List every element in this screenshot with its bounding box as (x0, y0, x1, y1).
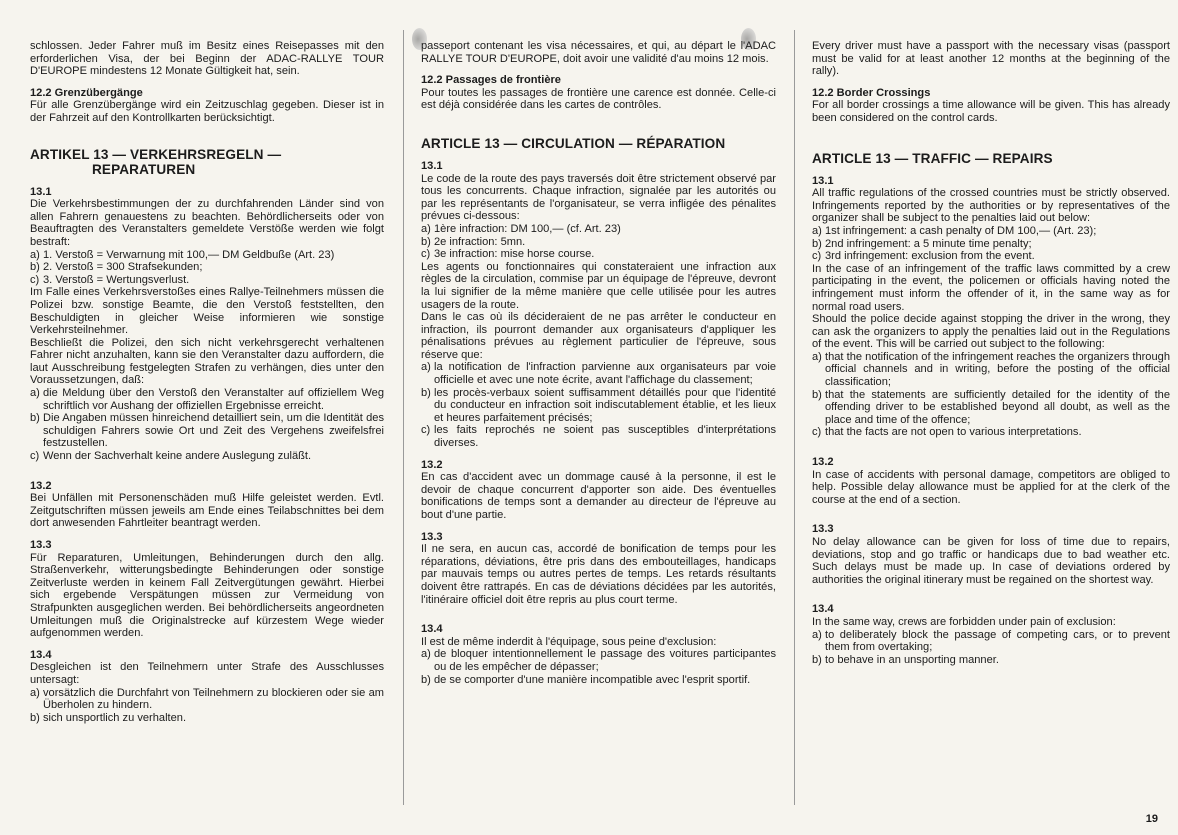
section-title-12-2: 12.2 Passages de frontière (421, 74, 561, 87)
section-title-13-2: 13.2 (30, 479, 52, 492)
list-item: a) vorsätzlich die Durchfahrt von Teilnehmern zu blockieren oder sie am Überholen zu hindern. (30, 686, 384, 712)
intro-paragraph: passeport contenant les visa nécessaires, et qui, au départ le l'ADAC RALLYE TOUR D'EUROPE, doit avoir une validité d'au moins 12 mois. (421, 40, 776, 65)
section-title-13-1: 13.1 (812, 174, 834, 187)
section-text-13-4: Il est de même inderdit à l'équipage, sous peine d'exclusion: (421, 635, 717, 648)
section-title-13-3: 13.3 (812, 523, 834, 536)
section-title-12-2: 12.2 Grenzübergänge (30, 86, 143, 99)
section-text-13-3: Für Reparaturen, Umleitungen, Behinderungen durch den allg. Straßenverkehr, witterungsbedingte Behinderungen oder sonstige Zeitverluste werden in keinem Fall Zeitvergütungen gewährt. Hierbei sich ergebende Verspätungen müssen zur Vermeidung von Strafpunkten ausgeglichen werden. Bei behördlicherseits angeordneten Umleitungen muß die Originalstrecke auf kürzestem Wege wieder aufgenommen werden. (30, 551, 384, 640)
section-title-13-4: 13.4 (421, 623, 443, 636)
list-item: b) de se comporter d'une manière incompatible avec l'esprit sportif. (421, 673, 751, 686)
list-item: b) 2. Verstoß = 300 Strafsekunden; (30, 261, 203, 274)
french-column (421, 40, 776, 805)
intro-paragraph: schlossen. Jeder Fahrer muß im Besitz eines Reisepasses mit den erforderlichen Visa, der bei Beginn der ADAC-RALLYE TOUR D'EUROPE mindestens 12 Monate Gültigkeit hat, sein. (30, 40, 384, 78)
list-item: a) 1. Verstoß = Verwarnung mit 100,— DM Geldbuße (Art. 23) (30, 248, 335, 261)
article-13-heading (30, 147, 384, 177)
list-item: c) that the facts are not open to various interpretations. (812, 426, 1082, 439)
section-text-13-1-b: In the case of an infringement of the traffic laws committed by a crew participating in the event, the policemen or officials having noted the infringement must inform the offender of it, in the same way as for normal road users. (812, 262, 1170, 313)
article-title-line1: ARTIKEL 13 — VERKEHRSREGELN — (30, 146, 282, 162)
section-title-13-2: 13.2 (812, 456, 834, 469)
section-title-13-1: 13.1 (421, 159, 443, 172)
column-divider (794, 30, 795, 805)
english-column (812, 40, 1170, 805)
article-13-heading: ARTICLE 13 — CIRCULATION — RÉPARATION (421, 135, 726, 151)
section-text-13-1-c: Should the police decide against stopping the driver in the wrong, they can ask the organizers to apply the penalties laid out in the Regulations of the event. This will be carried out subject to the following: (812, 313, 1170, 351)
section-text-13-2: Bei Unfällen mit Personenschäden muß Hilfe geleistet werden. Evtl. Zeitgutschriften müssen jeweils am Ende eines Teilabschnittes bei dem dort anwesenden Fahrtleiter beantragt werden. (30, 492, 384, 530)
column-divider (403, 30, 404, 805)
section-text-13-2: En cas d'accident avec un dommage causé à la personne, il est le devoir de chaque concurrent d'apporter son aide. Des éventuelles bonifications de temps sont a demander au directeur de l'épreuve au bout d'une partie. (421, 471, 776, 521)
page-number: 19 (1145, 813, 1158, 825)
list-item: a) to deliberately block the passage of competing cars, or to prevent them from overtaking; (812, 628, 1170, 654)
section-text-13-2: In case of accidents with personal damage, competitors are obliged to help. Possible delay allowance must be applied for at the clerk of the course at the end of a section. (812, 468, 1170, 506)
list-item: c) 3rd infringement: exclusion from the event. (812, 250, 1035, 263)
article-13-heading: ARTICLE 13 — TRAFFIC — REPAIRS (812, 150, 1053, 166)
section-text-13-1: Le code de la route des pays traversés doit être strictement observé par tous les concurrents. Chaque infraction, signalée par les autorités ou par les représentants de l'organisateur, se verra infligée des pénalites prévues ci-dessous: (421, 172, 776, 223)
section-text-13-1: Die Verkehrsbestimmungen der zu durchfahrenden Länder sind von allen Fahrern genauestens zu beachten. Behördlicherseits oder von Beauftragten des Veranstalters gemeldete Verstöße werden wie folgt bestraft: (30, 198, 384, 248)
section-text-12-2: Für alle Grenzübergänge wird ein Zeitzuschlag gegeben. Dieser ist in der Fahrzeit auf den Kontrollkarten berücksichtigt. (30, 99, 384, 124)
list-item: b) that the statements are sufficiently detailed for the identity of the offending driver to be established beyond all doubt, as well as the place and time of the offence; (812, 388, 1170, 426)
section-text-12-2: For all border crossings a time allowance will be given. This has already been considered on the control cards. (812, 99, 1170, 124)
section-text-13-1-c: Dans le cas où ils décideraient de ne pas arrêter le conducteur en infraction, ils pourront demander aux organisateurs d'appliquer les pénalisations prévues au règlement particulier de l'épreuve, sous réserve que: (421, 311, 776, 361)
section-title-13-4: 13.4 (30, 648, 52, 661)
list-item: c) 3e infraction: mise horse course. (421, 248, 595, 261)
section-text-13-3: No delay allowance can be given for loss of time due to repairs, deviations, stop and go traffic or handicaps due to bad weather etc. Such delays must be made up. In case of deviations ordered by authorities the original itinerary must be regained on the shortest way. (812, 536, 1170, 586)
list-item: a) la notification de l'infraction parvienne aux organisateurs par voie officielle et avec une note écrite, avant l'affichage du classement; (421, 361, 776, 387)
list-item: b) les procès-verbaux soient suffisamment détaillés pour que l'identité du conducteur en infraction soit indiscutablement établie, et les lieux et heures parfaitement précisés; (421, 386, 776, 424)
list-item: b) to behave in an unsporting manner. (812, 653, 999, 666)
article-title-line2: REPARATUREN (92, 161, 196, 177)
list-item: a) de bloquer intentionnellement le passage des voitures participantes ou de les empêcher de dépasser; (421, 648, 776, 673)
section-text-13-1-b: Les agents ou fonctionnaires qui constateraient une infraction aux règles de la circulation, commise par un équipage de l'épreuve, devront la lui signifier de la même manière que celle utilisée pour les autres usagers de la route. (421, 260, 776, 311)
section-text-12-2: Pour toutes les passages de frontière une carence est donnée. Celle-ci est déjà considérée dans les cartes de contrôles. (421, 86, 776, 112)
list-item: b) sich unsportlich zu verhalten. (30, 711, 187, 724)
list-item: c) 3. Verstoß = Wertungsverlust. (30, 273, 190, 286)
section-text-13-1-c: Beschließt die Polizei, den sich nicht verkehrsgerecht verhaltenen Fahrer nicht anzuhalten, kann sie den Veranstalter dazu auffordern, die laut Ausschreibung festgelegten Strafen zu verhängen, dies unter den Voraussetzungen, daß: (30, 336, 384, 387)
intro-paragraph: Every driver must have a passport with the necessary visas (passport must be valid for at least another 12 months at the beginning of the rally). (812, 40, 1170, 78)
section-text-13-4: Desgleichen ist den Teilnehmern unter Strafe des Ausschlusses untersagt: (30, 661, 384, 686)
list-item: b) 2e infraction: 5mn. (421, 235, 526, 248)
section-text-13-1: All traffic regulations of the crossed countries must be strictly observed. Infringements reported by the authorities or by representatives of the organizer shall be subject to the penalties laid out below: (812, 187, 1170, 225)
section-title-13-3: 13.3 (421, 530, 443, 543)
list-item: c) Wenn der Sachverhalt keine andere Auslegung zuläßt. (30, 450, 312, 463)
section-title-13-1: 13.1 (30, 185, 52, 198)
list-item: a) that the notification of the infringement reaches the organizers through official channels and in writing, before the posting of the official classification; (812, 350, 1170, 389)
section-title-13-4: 13.4 (812, 603, 834, 616)
german-column (30, 40, 384, 805)
section-title-13-3: 13.3 (30, 539, 52, 551)
section-text-13-1-b: Im Falle eines Verkehrsverstoßes eines Rallye-Teilnehmers müssen die Polizei bzw. sonstige Beamte, die den Verstoß feststellten, den Beschuldigten in gleicher Weise informieren wie sonstige Verkehrsteilnehmer. (30, 286, 384, 337)
list-item: b) Die Angaben müssen hinreichend detailliert sein, um die Identität des schuldigen Fahrers sowie Ort und Zeit des Vergehens zweifelsfrei festzustellen. (30, 412, 384, 450)
section-text-13-4: In the same way, crews are forbidden under pain of exclusion: (812, 615, 1116, 628)
section-title-12-2: 12.2 Border Crossings (812, 86, 931, 99)
list-item: c) les faits reprochés ne soient pas susceptibles d'interprétations diverses. (421, 424, 776, 450)
list-item: a) 1ère infraction: DM 100,— (cf. Art. 23) (421, 222, 621, 235)
section-text-13-3: Il ne sera, en aucun cas, accordé de bonification de temps pour les réparations, déviations, être pris dans des embouteillages, handicaps par mauvais temps ou autres pertes de temps. Les retards résultants doivent être rattrapés. En cas de déviations décidées par les autorités, l'itinéraire officiel doit être repris au plus court terme. (421, 543, 776, 606)
list-item: b) 2nd infringement: a 5 minute time penalty; (812, 237, 1032, 250)
list-item: a) 1st infringement: a cash penalty of DM 100,— (Art. 23); (812, 224, 1097, 237)
section-title-13-2: 13.2 (421, 458, 443, 471)
list-item: a) die Meldung über den Verstoß den Veranstalter auf offiziellem Weg schriftlich vor Aushang der offiziellen Ergebnisse erreicht. (30, 387, 384, 412)
